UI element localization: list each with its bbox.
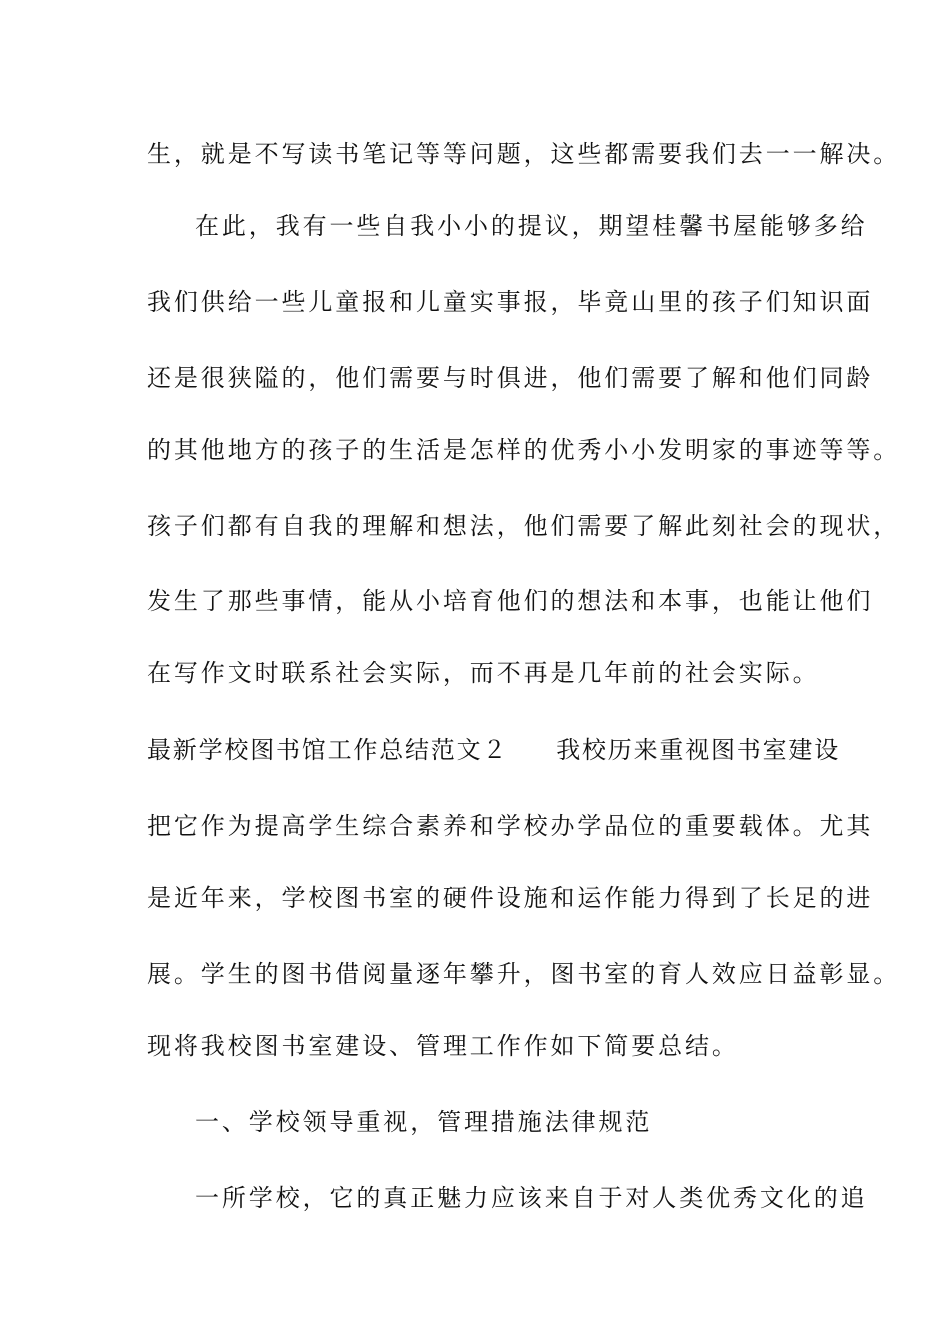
paragraph-line: 现将我校图书室建设、管理工作作如下简要总结。 [147,1032,739,1060]
paragraph-line: 在写作文时联系社会实际，而不再是几年前的社会实际。 [147,659,820,687]
paragraph-line: 一所学校，它的真正魅力应该来自于对人类优秀文化的追 [195,1184,868,1212]
paragraph-line: 孩子们都有自我的理解和想法，他们需要了解此刻社会的现状， [147,512,901,540]
paragraph-line: 在此，我有一些自我小小的提议，期望桂馨书屋能够多给 [195,212,868,240]
paragraph-line: 发生了那些事情，能从小培育他们的想法和本事，也能让他们 [147,587,874,615]
paragraph-line: 生，就是不写读书笔记等等问题，这些都需要我们去一一解决。 [147,140,901,168]
paragraph-line: 还是很狭隘的，他们需要与时俱进，他们需要了解和他们同龄 [147,364,874,392]
section-title: 最新学校图书馆工作总结范文２ [147,736,509,764]
paragraph-line: 我们供给一些儿童报和儿童实事报，毕竟山里的孩子们知识面 [147,288,874,316]
section-title-continuation: 我校历来重视图书室建设 [556,736,841,764]
paragraph-line: 的其他地方的孩子的生活是怎样的优秀小小发明家的事迹等等。 [147,436,901,464]
paragraph-line: 是近年来，学校图书室的硬件设施和运作能力得到了长足的进 [147,884,874,912]
section-heading: 一、学校领导重视，管理措施法律规范 [195,1108,653,1136]
paragraph-line: 把它作为提高学生综合素养和学校办学品位的重要载体。尤其 [147,812,874,840]
section-title-line [147,734,841,766]
paragraph-line: 展。学生的图书借阅量逐年攀升，图书室的育人效应日益彰显。 [147,960,901,988]
